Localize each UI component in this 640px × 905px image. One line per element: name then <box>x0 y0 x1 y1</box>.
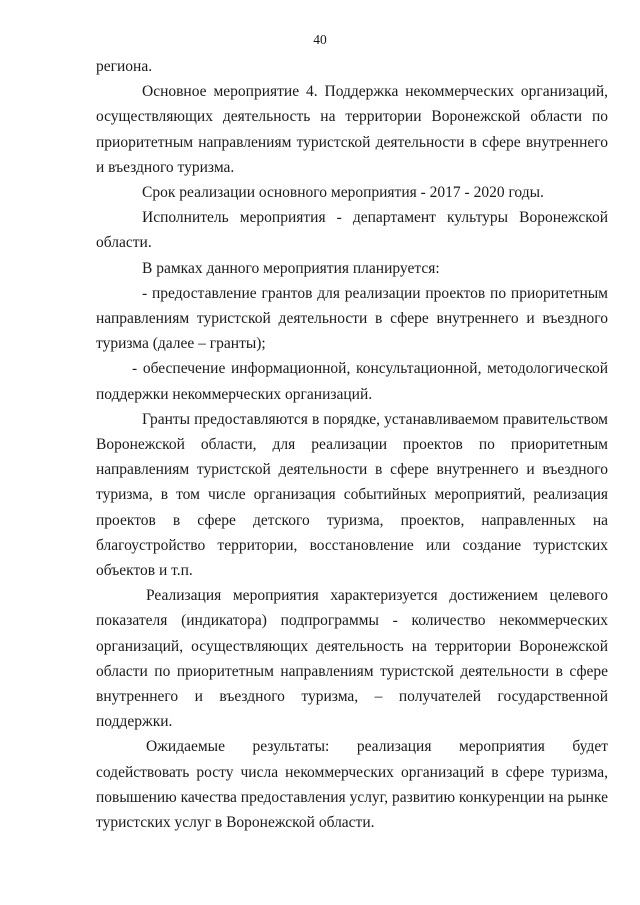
page-number: 40 <box>313 32 327 47</box>
document-body <box>96 54 608 835</box>
paragraph-planned-intro: В рамках данного мероприятия планируется: <box>142 259 440 277</box>
paragraph-main-activity-4: Основное мероприятие 4. Поддержка некоммерческих организаций, осуществляющих деятельность на территории Воронежской области по приоритетным направлениям туристской деятельности в сфере внутреннего и въездного туризма. <box>96 83 608 176</box>
paragraph-region-continuation: региона. <box>96 58 153 75</box>
list-item-support: - обеспечение информационной, консультационной, методологической поддержки некоммерческих организаций. <box>96 360 608 403</box>
paragraph-grants-procedure: Гранты предоставляются в порядке, устанавливаемом правительством Воронежской области, для реализации проектов по приоритетным направлениям туристской деятельности в сфере внутреннего и въездного туризма, в том числе организация событийных мероприятий, реализация проектов в сфере детского туризма, проектов, направленных на благоустройство территории, восстановление или создание туристских объектов и т.п. <box>96 410 608 580</box>
paragraph-executor: Исполнитель мероприятия - департамент культуры Воронежской области. <box>96 209 608 252</box>
paragraph-implementation-period: Срок реализации основного мероприятия - 2017 - 2020 годы. <box>142 184 544 202</box>
paragraph-expected-results: Ожидаемые результаты: реализация мероприятия будет содействовать росту числа некоммерческих организаций в сфере туризма, повышению качества предоставления услуг, развитию конкуренции на рынке туристских услуг в Воронежской области. <box>96 738 608 832</box>
list-item-grants: - предоставление грантов для реализации проектов по приоритетным направлениям туристской деятельности в сфере внутреннего и въездного туризма (далее – гранты); <box>96 284 608 353</box>
paragraph-target-indicator: Реализация мероприятия характеризуется достижением целевого показателя (индикатора) подпрограммы - количество некоммерческих организаций, осуществляющих деятельность на территории Воронежской области по приоритетным направлениям туристской деятельности в сфере внутреннего и въездного туризма, – получателей государственной поддержки. <box>96 587 608 731</box>
